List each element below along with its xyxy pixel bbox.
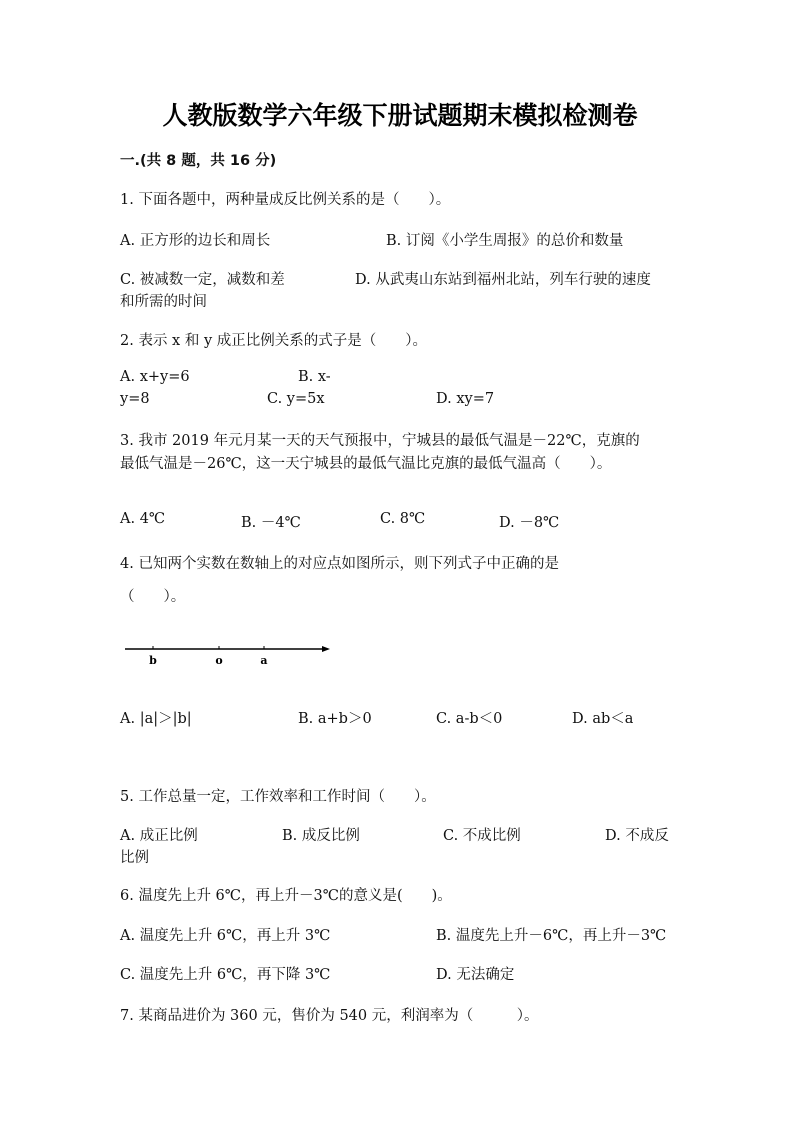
question-5-option-d: D. 不成反: [605, 828, 669, 844]
number-line-figure: [120, 636, 335, 676]
question-4-option-b: B. a+b＞0: [298, 711, 372, 727]
question-1-option-c: C. 被减数一定，减数和差: [120, 272, 285, 288]
question-4-option-a: A. |a|＞|b|: [120, 711, 192, 727]
question-2-stem: 2. 表示 x 和 y 成正比例关系的式子是（ ）。: [120, 333, 427, 349]
question-6-option-b: B. 温度先上升－6℃，再上升－3℃: [436, 928, 667, 944]
question-1-option-d-continued: 和所需的时间: [120, 294, 207, 310]
question-6-option-a: A. 温度先上升 6℃，再上升 3℃: [120, 928, 331, 944]
question-1-stem: 1. 下面各题中，两种量成反比例关系的是（ ）。: [120, 192, 451, 208]
question-3-option-b: B. －4℃: [241, 515, 301, 531]
question-3-option-c: C. 8℃: [380, 511, 426, 527]
section-heading: 一.(共 8 题，共 16 分): [120, 153, 277, 169]
question-4-option-d: D. ab＜a: [572, 711, 634, 727]
question-6-option-c: C. 温度先上升 6℃，再下降 3℃: [120, 967, 331, 983]
question-3-stem-line-2: 最低气温是－26℃，这一天宁城县的最低气温比克旗的最低气温高（ ）。: [120, 456, 612, 472]
question-7-stem: 7. 某商品进价为 360 元，售价为 540 元，利润率为（ ）。: [120, 1008, 539, 1024]
number-line-arrow: [322, 646, 330, 652]
question-4-option-c: C. a-b＜0: [436, 711, 503, 727]
axis-label-b: b: [149, 654, 157, 667]
question-2-option-d: D. xy=7: [436, 391, 495, 407]
question-5-option-a: A. 成正比例: [120, 828, 198, 844]
question-3-stem-line-1: 3. 我市 2019 年元月某一天的天气预报中，宁城县的最低气温是－22℃，克旗的: [120, 433, 640, 449]
question-5-option-d-continued: 比例: [120, 850, 149, 866]
question-3-option-a: A. 4℃: [120, 511, 166, 527]
question-2-option-a: A. x+y=6: [120, 369, 190, 385]
axis-label-a: a: [260, 654, 268, 667]
question-5-option-c: C. 不成比例: [443, 828, 521, 844]
question-1-option-a: A. 正方形的边长和周长: [120, 233, 271, 249]
axis-label-o: o: [215, 654, 223, 667]
question-5-stem: 5. 工作总量一定，工作效率和工作时间（ ）。: [120, 789, 436, 805]
question-5-option-b: B. 成反比例: [282, 828, 360, 844]
question-4-answer-blank: （ ）。: [120, 589, 186, 605]
question-2-option-b-continued: y=8: [120, 391, 150, 407]
question-3-option-d: D. －8℃: [499, 515, 560, 531]
question-6-option-d: D. 无法确定: [436, 967, 515, 983]
page-title: 人教版数学六年级下册试题期末模拟检测卷: [162, 101, 638, 130]
question-1-option-b: B. 订阅《小学生周报》的总价和数量: [386, 233, 624, 249]
question-4-stem: 4. 已知两个实数在数轴上的对应点如图所示，则下列式子中正确的是: [120, 556, 559, 572]
question-2-option-b: B. x-: [298, 369, 331, 385]
question-2-option-c: C. y=5x: [267, 391, 325, 407]
question-6-stem: 6. 温度先上升 6℃，再上升－3℃的意义是( )。: [120, 888, 452, 904]
question-1-option-d: D. 从武夷山东站到福州北站，列车行驶的速度: [355, 272, 651, 288]
